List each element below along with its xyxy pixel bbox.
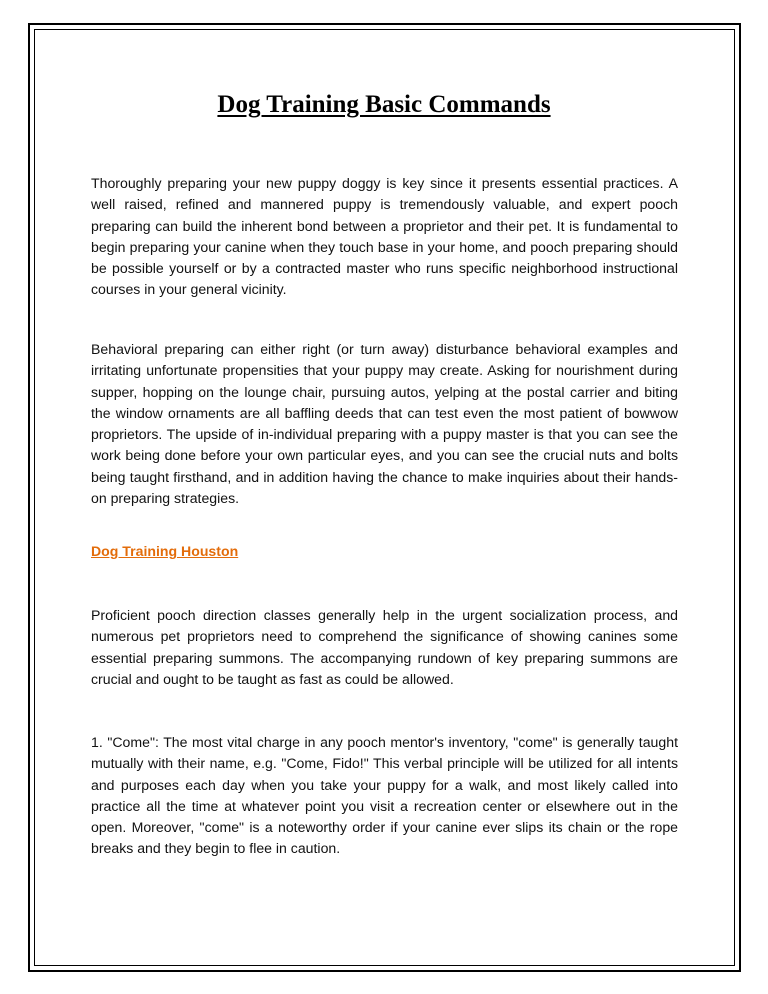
dog-training-houston-link[interactable]: Dog Training Houston [91, 543, 239, 559]
document-title [0, 88, 768, 122]
paragraph-intro: Thoroughly preparing your new puppy doggy is key since it presents essential practices. A well raised, refined and mannered puppy is tremendously valuable, and expert pooch preparing can build the inherent bond between a proprietor and their pet. It is fundamental to begin preparing your canine when they touch base in your home, and pooch preparing should be possible yourself or by a contracted master who runs specific neighborhood instructional courses in your general vicinity. [91, 175, 678, 298]
paragraph-behavioral: Behavioral preparing can either right (or turn away) disturbance behavioral examples and irritating unfortunate propensities that your puppy may create. Asking for nourishment during supper, hopping on the lounge chair, pursuing autos, yelping at the postal carrier and biting the window ornaments are all baffling deeds that can test even the most patient of bowwow proprietors. The upside of in-individual preparing with a puppy master is that you can see the work being done before your own particular eyes, and you can see the crucial nuts and bolts being taught firsthand, and in addition having the chance to make inquiries about their hands-on preparing strategies. [91, 341, 678, 507]
paragraph-classes: Proficient pooch direction classes generally help in the urgent socialization process, and numerous pet proprietors need to comprehend the significance of showing canines some essential preparing summons. The accompanying rundown of key preparing summons are crucial and ought to be taught as fast as could be allowed. [91, 607, 678, 687]
paragraph-come-command: 1. "Come": The most vital charge in any pooch mentor's inventory, "come" is generally taught mutually with their name, e.g. "Come, Fido!" This verbal principle will be utilized for all intents and purposes each day when you take your puppy for a walk, and most likely called into practice all the time at whatever point you visit a recreation center or elsewhere out in the open. Moreover, "come" is a noteworthy order if your canine ever slips its chain or the rope breaks and they begin to flee in caution. [91, 734, 678, 857]
document-title-text: Dog Training Basic Commands [217, 91, 551, 118]
